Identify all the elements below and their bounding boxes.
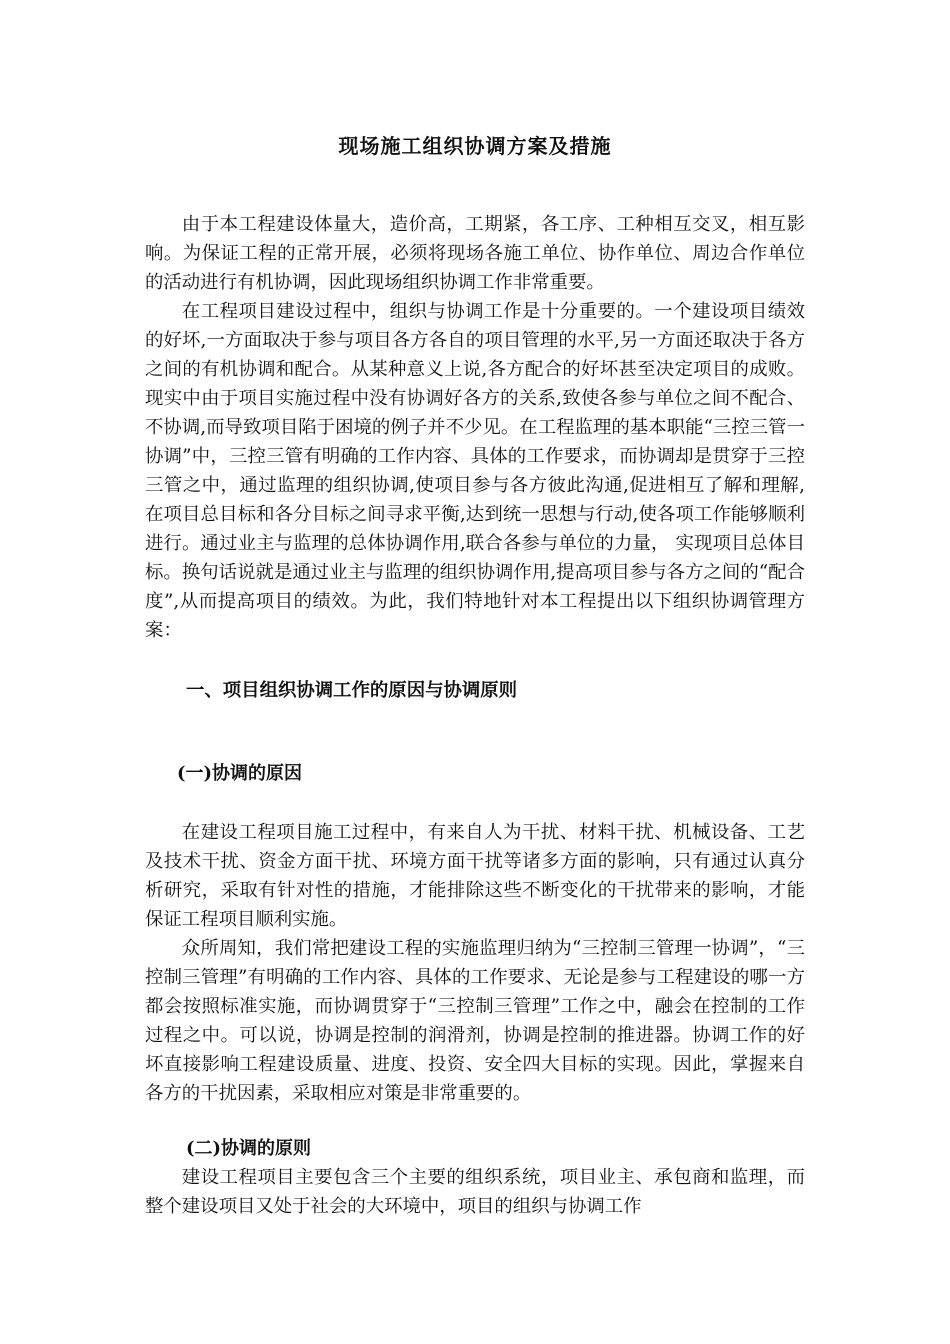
- document-title: 现场施工组织协调方案及措施: [338, 134, 612, 158]
- reasons-section: [145, 818, 805, 1108]
- principles-paragraph-1: 建设工程项目主要包含三个主要的组织系统，项目业主、承包商和监理，而整个建设项目又处于社会的大环境中，项目的组织与协调工作: [145, 1167, 805, 1217]
- principles-section: [145, 1163, 805, 1221]
- reasons-paragraph-2: 众所周知，我们常把建设工程的实施监理归纳为“三控制三管理一协调”，“三控制三管理”有明确的工作内容、具体的工作要求、无论是参与工程建设的哪一方都会按照标准实施，而协调贯穿于“三控制三管理”工作之中，融会在控制的工作过程之中。可以说，协调是控制的润滑剂，协调是控制的推进器。协调工作的好坏直接影响工程建设质量、进度、投资、安全四大目标的实现。因此，掌握来自各方的干扰因素，采取相应对策是非常重要的。: [145, 938, 805, 1104]
- subsection-heading-principles: (二)协调的原则: [186, 1138, 312, 1159]
- reasons-paragraph-1: 在建设工程项目施工过程中，有来自人为干扰、材料干扰、机械设备、工艺及技术干扰、资金方面干扰、环境方面干扰等诸多方面的影响，只有通过认真分析研究，采取有针对性的措施，才能排除这些不断变化的干扰带来的影响，才能保证工程项目顺利实施。: [145, 822, 805, 930]
- intro-section: [145, 210, 805, 645]
- intro-paragraph-1: 由于本工程建设体量大，造价高，工期紧，各工序、工种相互交叉，相互影响。为保证工程的正常开展，必须将现场各施工单位、协作单位、周边合作单位的活动进行有机协调，因此现场组织协调工作非常重要。: [145, 214, 805, 293]
- section-heading-1: 一、项目组织协调工作的原因与协调原则: [186, 680, 518, 701]
- subsection-heading-reasons: (一)协调的原因: [177, 763, 303, 784]
- intro-paragraph-2: 在工程项目建设过程中，组织与协调工作是十分重要的。一个建设项目绩效的好坏,一方面取决于参与项目各方各自的项目管理的水平,另一方面还取决于各方之间的有机协调和配合。从某种意义上说,各方配合的好坏甚至决定项目的成败。现实中由于项目实施过程中没有协调好各方的关系,致使各参与单位之间不配合、不协调,而导致项目陷于困境的例子并不少见。在工程监理的基本职能“三控三管一协调”中，三控三管有明确的工作内容、具体的工作要求，而协调却是贯穿于三控三管之中，通过监理的组织协调,使项目参与各方彼此沟通,促进相互了解和理解,在项目总目标和各分目标之间寻求平衡,达到统一思想与行动,使各项工作能够顺利进行。通过业主与监理的总体协调作用,联合各参与单位的力量， 实现项目总体目标。换句话说就是通过业主与监理的组织协调作用,提高项目参与各方之间的“配合度”,从而提高项目的绩效。为此，我们特地针对本工程提出以下组织协调管理方案：: [145, 301, 805, 641]
